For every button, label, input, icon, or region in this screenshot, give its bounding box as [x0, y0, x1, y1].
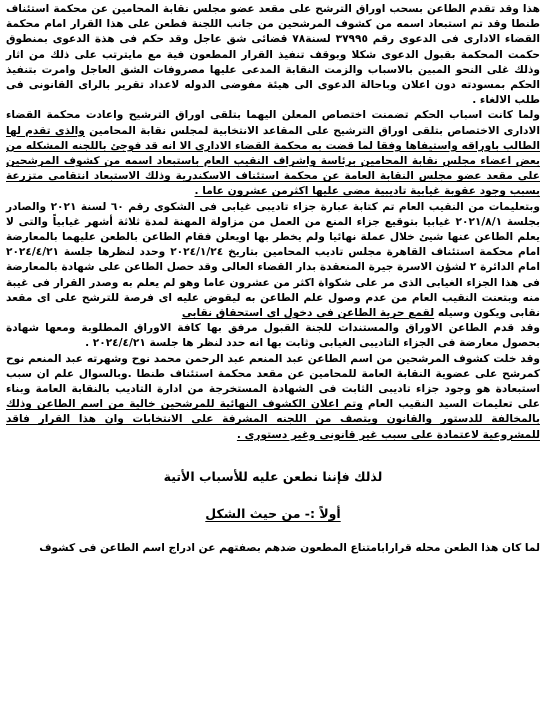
- paragraph-court-reasons: [6, 108, 540, 199]
- paragraph-disciplinary: [6, 200, 540, 322]
- heading-grounds: لذلك فإننا نطعن عليه للأسباب الأتية: [163, 468, 383, 484]
- paragraph-disciplinary-underlined: لقمع حرية الطاعن فى دخول اى استحقاق نقابى: [181, 307, 435, 320]
- paragraph-exclusion-text: وقد خلت كشوف المرشحين من اسم الطاعن عبد المنعم عبد الرحمن محمد نوح وشهرته عبد المنعم نوح كمرشح على عضوية النقابة العامة للمحامين عن مقعد محكمة استئناف طنطا .وبالسوال علم ان سبب استبعادة هو وجود جزاء تاديبى الثابت فى الشهادة المستخرجة من ادارة التاديب بالنقابة العامة وبناء على تعليمات السيد النقيب العام: [6, 352, 540, 411]
- paragraph-candidacy: هذا وقد تقدم الطاعن بسحب اوراق الترشح على مقعد عضو مجلس نقابة المحامين عن محكمة استئناف طنطا وقد تم استبعاد اسمه من كشوف المرشحين من جانب اللجنة فطعن على هذا القرار امام محكمة القضاء الادارى فى الدعوى رقم ٣٧٩٩٥ لسنة٧٨ قضائى شق عاجل وقد حكم فى هذة الدعوى بمنطوق حكمت المحكمة بقبول الدعوى شكلا وبوقف تنفيذ القرار المطعون فية مع مايترتب على ذلك من اثار وذلك غلى النحو المبين بالاسباب والزمت النقابة المدعى عليها مصروفات الشق العاجل وامرت بتنفيذ الحكم بمسودته دون اعلان وباحالة الدعوى الى هيئة مفوضى الدوله لاعداد تقرير بالراى القانونى فى طلب الالغاء .: [6, 3, 541, 107]
- paragraph-court-reasons-underlined: والذى تقدم لها الطالب باوراقه واستيفاها وفقا لما قضت به محكمة القضاء الادارى الا انه قد فوجئ باللجنه المشكله من بعض اعضاء مجلس نقابة المحامين برئاسة واشراف النقيب العام باستبعاد اسمه من كشوف المرشحين على مقعد عضو مجلس النقابة العامة عن محكمة استئناف الاسكندرية وذلك الاستبعاد انتقامى متزرعة بسبب وجود عقوبة غيابية تاديبية مضى عليها اكثرمن عشرون عاما .: [6, 124, 540, 198]
- heading-form-text: أولاً :- من حيث الشكل: [205, 505, 341, 521]
- paragraph-documents: وقد قدم الطاعن الاوراق والمستندات للجنة القبول مرفق بها كافة الاوراق المطلوبة ومعها شهادة بحصول معارضة فى الجزاء التاديبى الغيابى وثابت بها انه حدد لنظر ها جلسة ٢٠٢٤/٤/٢١ .: [6, 322, 540, 350]
- paragraph-tail: لما كان هذا الطعن محله قرارابامتناع المطعون ضدهم بصفتهم عن ادراج اسم الطاعن فى كشوف: [39, 541, 540, 554]
- heading-form: [6, 506, 540, 521]
- paragraph-disciplinary-text: وبتعليمات من النقيب العام تم كتابة عبارة جزاء تاديبى غيابى فى الشكوى رقم ٦٠ لسنة ٢٠٢١ والصادر بجلسة ٢٠٢١/٨/١ غيابيا بتوقيع جزاء المنع من العمل من مزاولة المهنة لمدة ثلاثة أشهر غيابياً والتى لا يعلم الطاعن عنها شيئ خلال عملة نهائيا ولم يخطر بها اويعلن فقام الطاعن بالطعن عليهما بالمعارضة امام محكمة استئناف القاهرة مجلس تاديب المحامين بتاريخ ٢٠٢٤/١/٢٤ وحدد لنظرها جلسة ٢٠٢٤/٤/٢١ امام الدائرة ٢ لشؤن الاسرة جيرة المنعقدة بدار القضاء العالى وقد حصل الطاعن على شهادة بالمعارضة فى هذا الجزاء الغيابى الذى مر على شكواة اكثر من عشرون عاما وهو لم يعلم به وصدر القرار فى غيبة منه وبتعنت النقيب العام من عدم وصول علم الطاعن به ليقوض عليه اى فرصة للترشح على اى مقعد نقابى ويكون وسيله: [6, 200, 540, 320]
- paragraph-exclusion: [6, 352, 540, 443]
- paragraph-court-reasons-text: ولما كانت اسباب الحكم تضمنت اختصاص المعلن اليهما بتلقى اوراق الترشيح واعادت محكمة القضاء الادارى الاختصاص بتلقى اوراق الترشيح على المقاعد الانتخابية لمجلس نقابة المحامين: [6, 109, 540, 137]
- paragraph-exclusion-underlined: وتم اعلان الكشوف النهائية للمرشحين خالية من اسم الطاعن وذلك بالمخالفة للدستور والقانون ويتصف من اللجنه المشرفة على الانتخابات وان هذا القرار فاقد للمشروعية لاعتمادة على سبب غير قانونى وغير دستورى .: [6, 398, 540, 441]
